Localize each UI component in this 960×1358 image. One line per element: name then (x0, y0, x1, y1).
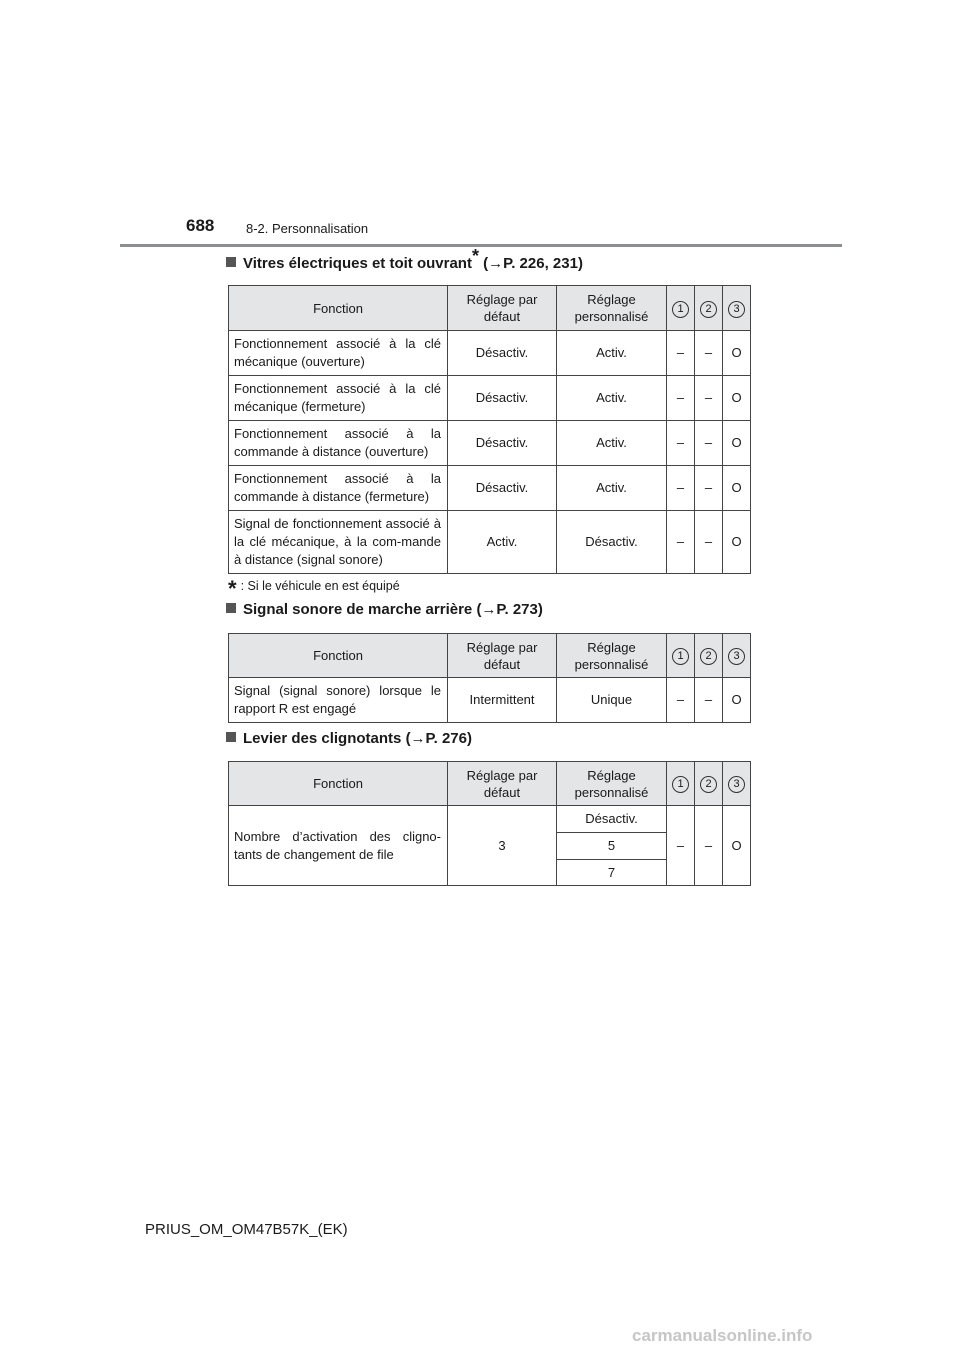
page-number: 688 (186, 216, 215, 235)
header-fonction: Fonction (229, 634, 448, 678)
circled-1-icon: 1 (672, 776, 689, 793)
header-defaut: Réglage par défaut (448, 762, 557, 806)
circled-2-icon: 2 (700, 776, 717, 793)
section-heading-signal-sonore: Signal sonore de marche arrière (→P. 273) (226, 601, 543, 618)
footer-code: PRIUS_OM_OM47B57K_(EK) (145, 1221, 348, 1238)
header-defaut: Réglage par défaut (448, 286, 557, 331)
asterisk-mark: * (471, 246, 479, 266)
settings-table-clignotants (228, 761, 751, 886)
circled-3-icon: 3 (728, 776, 745, 793)
header-perso: Réglage personnalisé (557, 634, 667, 678)
header-perso: Réglage personnalisé (557, 762, 667, 806)
circled-1-icon: 1 (672, 301, 689, 318)
header-rule (120, 244, 842, 247)
footnote: * : Si le véhicule en est équipé (228, 576, 400, 601)
header-defaut: Réglage par défaut (448, 634, 557, 678)
circled-2-icon: 2 (700, 301, 717, 318)
header-perso: Réglage personnalisé (557, 286, 667, 331)
table-row: Signal (signal sonore) lorsque le rapport R est engagé Intermittent Unique – – O (229, 678, 751, 723)
header-fonction: Fonction (229, 762, 448, 806)
table-row: Fonctionnement associé à la clé mécanique (ouverture) Désactiv. Activ. – – O (229, 331, 751, 376)
section-heading-clignotants: Levier des clignotants (→P. 276) (226, 730, 472, 747)
circled-1-icon: 1 (672, 648, 689, 665)
square-bullet-icon (226, 603, 236, 613)
footnote-asterisk: * (228, 576, 237, 601)
table-row: 5 (229, 833, 751, 860)
table-row: Fonctionnement associé à la commande à distance (fermeture) Désactiv. Activ. – – O (229, 466, 751, 511)
section-heading-vitres: Vitres électriques et toit ouvrant* (→P. 226, 231) (226, 255, 583, 272)
table-row: Fonctionnement associé à la clé mécanique (fermeture) Désactiv. Activ. – – O (229, 376, 751, 421)
settings-table-signal-sonore (228, 633, 751, 723)
table-row: Signal de fonctionnement associé à la clé mécanique, à la com-mande à distance (signal sonore) Activ. Désactiv. – – O (229, 511, 751, 574)
watermark: carmanualsonline.info (632, 1326, 813, 1345)
table-row: 7 (229, 860, 751, 886)
section-label: 8-2. Personnalisation (246, 221, 369, 236)
table-row: Nombre d’activation des cligno-tants de changement de file 3 Désactiv. – – O (229, 806, 751, 833)
table-row: Fonctionnement associé à la commande à distance (ouverture) Désactiv. Activ. – – O (229, 421, 751, 466)
circled-3-icon: 3 (728, 301, 745, 318)
square-bullet-icon (226, 732, 236, 742)
settings-table-vitres (228, 285, 751, 574)
header-fonction: Fonction (229, 286, 448, 331)
square-bullet-icon (226, 257, 236, 267)
circled-2-icon: 2 (700, 648, 717, 665)
circled-3-icon: 3 (728, 648, 745, 665)
